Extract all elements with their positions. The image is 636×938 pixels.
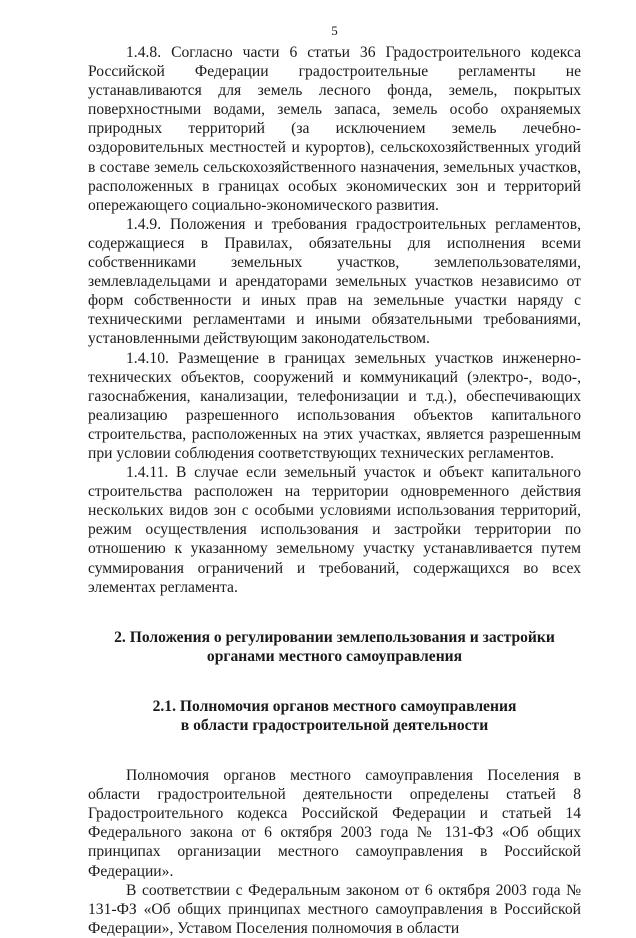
paragraph-federal-law (88, 881, 581, 938)
document-body (88, 43, 581, 938)
paragraph-1-4-8 (88, 43, 581, 215)
section-heading-line-1: 2. Положения о регулировании землепользования и застройки (114, 628, 555, 646)
paragraph-powers (88, 766, 581, 881)
paragraph-1-4-10 (88, 349, 581, 464)
paragraph-text: В соответствии с Федеральным законом от 6 октября 2003 года № 131-ФЗ «Об общих принципах местного самоуправления в Российской Федерации», Уставом Поселения полномочия в области (88, 881, 581, 937)
paragraph-number: 1.4.9. (126, 215, 162, 233)
paragraph-text: Положения и требования градостроительных регламентов, содержащиеся в Правилах, обязательны для исполнения всеми собственниками земельных участков, землепользователями, землевладельцами и арендаторами земельных участков независимо от форм собственности и иных прав на земельные участки наряду с техническими регламентами и иными обязательными требованиями, установленными действующим законодательством. (88, 215, 581, 348)
paragraph-1-4-9 (88, 215, 581, 349)
paragraph-text: Размещение в границах земельных участков инженерно-технических объектов, сооружений и коммуникаций (электро-, водо-, газоснабжения, канализации, телефонизации и т.д.), обеспечивающих реализацию разрешенного использования объектов капитального строительства, расположенных на этих участках, является разрешенным при условии соблюдения соответствующих технических регламентов. (88, 349, 581, 462)
paragraph-text: Полномочия органов местного самоуправления Поселения в области градостроительной деятельности определены статьей 8 Градостроительного кодекса Российской Федерации и статьей 14 Федерального закона от 6 октября 2003 года № 131-ФЗ «Об общих принципах организации местного самоуправления в Российской Федерации». (88, 767, 581, 880)
section-heading-line-2: органами местного самоуправления (206, 647, 463, 665)
paragraph-1-4-11 (88, 463, 581, 597)
subsection-heading-line-2: в области градостроительной деятельности (180, 717, 489, 734)
paragraph-number: 1.4.11. (126, 464, 169, 482)
section-heading (88, 628, 581, 666)
paragraph-number: 1.4.8. (126, 44, 162, 61)
subsection-heading (88, 697, 581, 735)
paragraph-text: В случае если земельный участок и объект капитального строительства расположен на территории одновременного действия нескольких видов зон с особыми условиями использования территорий, режим осуществления использования и застройки территории по отношению к указанному земельному участку устанавливается путем суммирования ограничений и требований, содержащихся во всех элементах регламента. (88, 464, 581, 596)
subsection-heading-line-1: 2.1. Полномочия органов местного самоуправления (152, 697, 517, 715)
document-page (88, 0, 581, 937)
paragraph-text: Согласно части 6 статьи 36 Градостроительного кодекса Российской Федерации градостроительные регламенты не устанавливаются для земель лесного фонда, земель, покрытых поверхностными водами, земель запаса, земель особо охраняемых природных территорий (за исключением земель лечебно-оздоровительных местностей и курортов), сельскохозяйственных угодий в составе земель сельскохозяйственного назначения, земельных участков, расположенных в границах особых экономических зон и территорий опережающего социально-экономического развития. (88, 44, 581, 214)
paragraph-number: 1.4.10. (126, 349, 169, 367)
page-number: 5 (331, 23, 338, 38)
